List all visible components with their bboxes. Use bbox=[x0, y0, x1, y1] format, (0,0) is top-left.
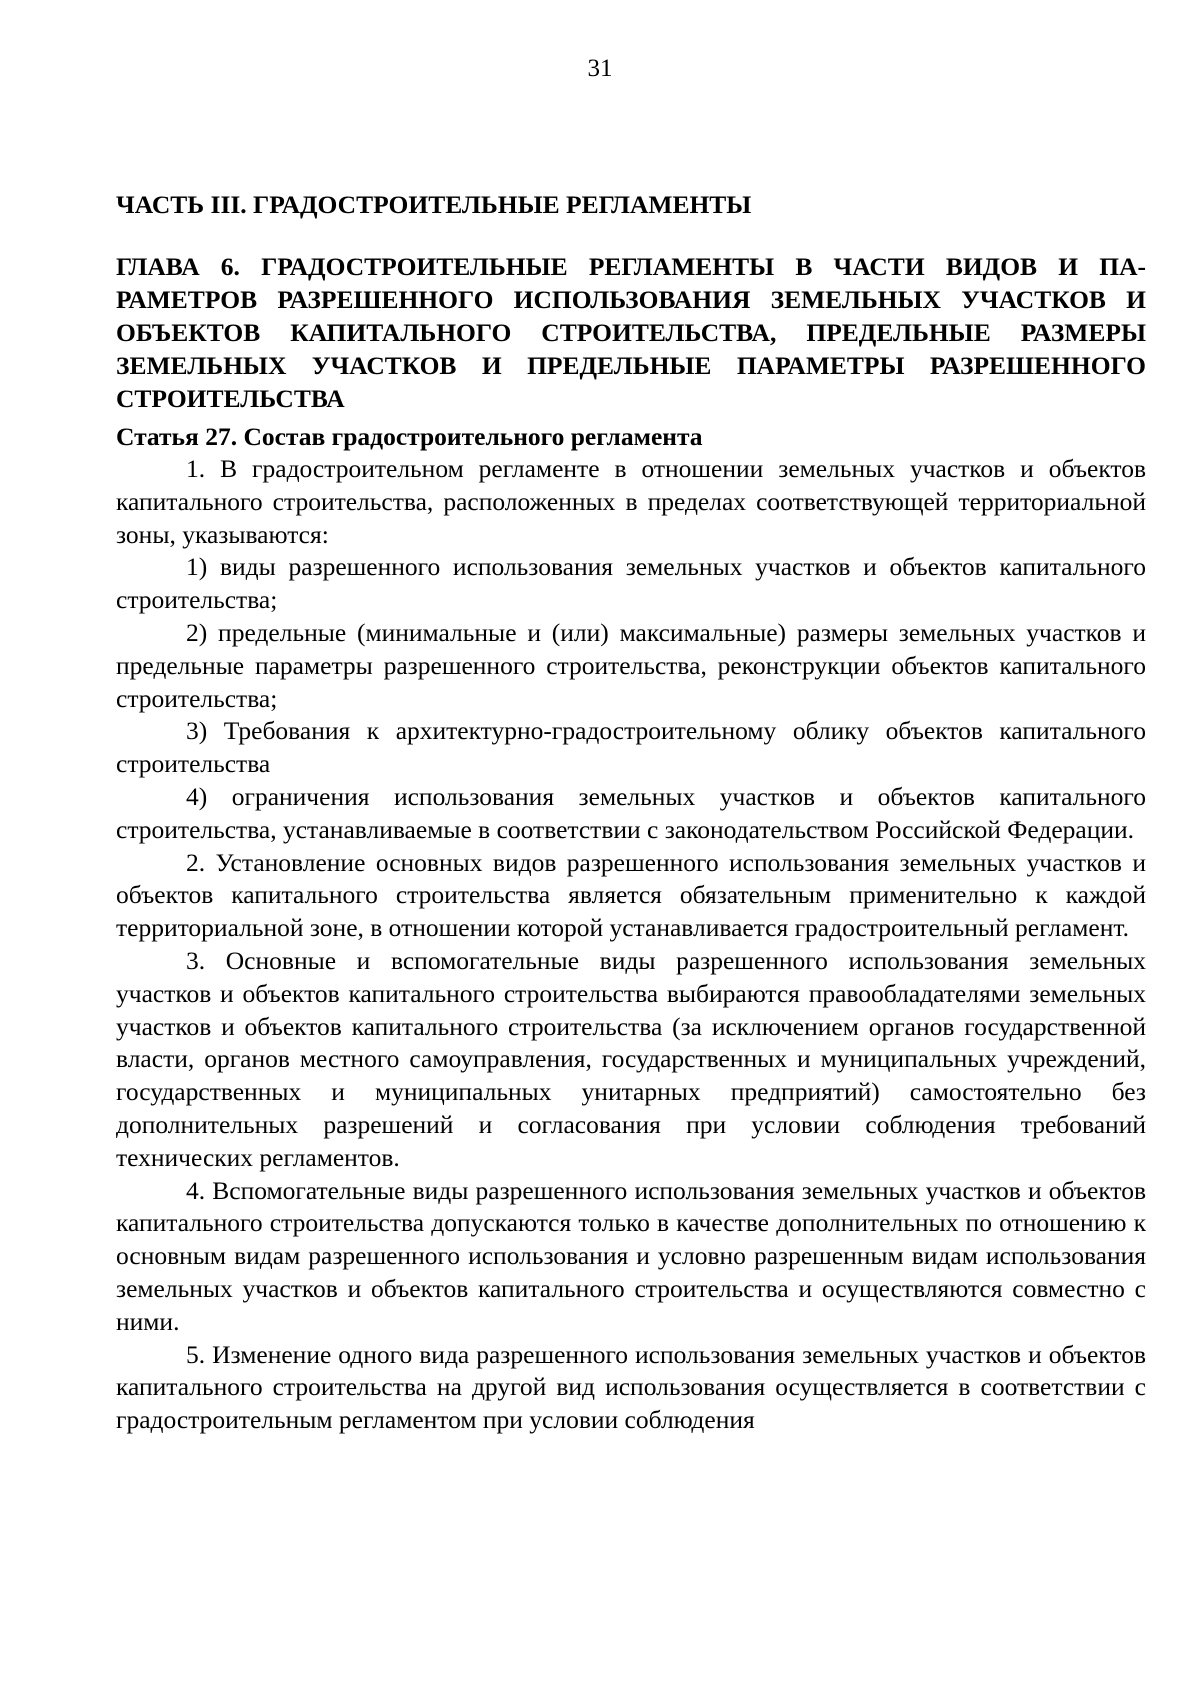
part-title: ЧАСТЬ III. ГРАДОСТРОИТЕЛЬНЫЕ РЕГЛАМЕНТЫ bbox=[116, 190, 752, 219]
document-body bbox=[116, 188, 1146, 1437]
article-title: Статья 27. Состав градостроительного регламента bbox=[116, 422, 703, 451]
list-item-3: 3) Требования к архитектурно-градостроительному облику объектов капитального строительства bbox=[116, 716, 1146, 779]
list-item-1: 1) виды разрешенного использования земельных участков и объектов капитального строительства; bbox=[116, 552, 1146, 615]
chapter-title: ГЛАВА 6. ГРАДОСТРОИТЕЛЬНЫЕ РЕГЛАМЕНТЫ В ЧАСТИ ВИДОВ И ПАРАМЕТРОВ РАЗРЕШЕННОГО ИСПОЛЬЗОВАНИЯ ЗЕМЕЛЬНЫХ УЧАСТКОВ И ОБЪЕКТОВ КАПИТАЛЬНОГО СТРОИТЕЛЬСТВА, ПРЕДЕЛЬНЫЕ РАЗМЕРЫ ЗЕМЕЛЬНЫХ УЧАСТКОВ И ПРЕДЕЛЬНЫЕ ПАРАМЕТРЫ РАЗРЕШЕННОГО СТРОИТЕЛЬСТВА bbox=[116, 252, 1146, 413]
paragraph-1: 1. В градостроительном регламенте в отношении земельных участков и объектов капитального строительства, расположенных в пределах соответствующей территориальной зоны, указываются: bbox=[116, 454, 1146, 549]
paragraph-2: 2. Установление основных видов разрешенного использования земельных участков и объектов капитального строительства является обязательным применительно к каждой территориальной зоне, в отношении которой устанавливается градостроительный регламент. bbox=[116, 847, 1146, 943]
paragraph-4: 4. Вспомогательные виды разрешенного использования земельных участков и объектов капитального строительства допускаются только в качестве дополнительных по отношению к основным видам разрешенного использования и условно разрешенным видам использования земельных участков и объектов капитального строительства и осуществляются совместно с ними. bbox=[116, 1175, 1146, 1336]
page-number: 31 bbox=[587, 55, 613, 82]
list-item-4: 4) ограничения использования земельных участков и объектов капитального строительства, устанавливаемые в соответствии с законодательством Российской Федерации. bbox=[116, 781, 1146, 844]
paragraph-5: 5. Изменение одного вида разрешенного использования земельных участков и объектов капитального строительства на другой вид использования осуществляется в соответствии с градостроительным регламентом при условии соблюдения bbox=[116, 1339, 1146, 1435]
paragraph-3: 3. Основные и вспомогательные виды разрешенного использования земельных участков и объектов капитального строительства выбираются правообладателями земельных участков и объектов капитального строительства (за исключением органов государственной власти, органов местного самоуправления, государственных и муниципальных учреждений, государственных и муниципальных унитарных предприятий) самостоятельно без дополнительных разрешений и согласования при условии соблюдения требований технических регламентов. bbox=[116, 945, 1146, 1172]
list-item-2: 2) предельные (минимальные и (или) максимальные) размеры земельных участков и предельные параметры разрешенного строительства, реконструкции объектов капитального строительства; bbox=[116, 617, 1146, 713]
